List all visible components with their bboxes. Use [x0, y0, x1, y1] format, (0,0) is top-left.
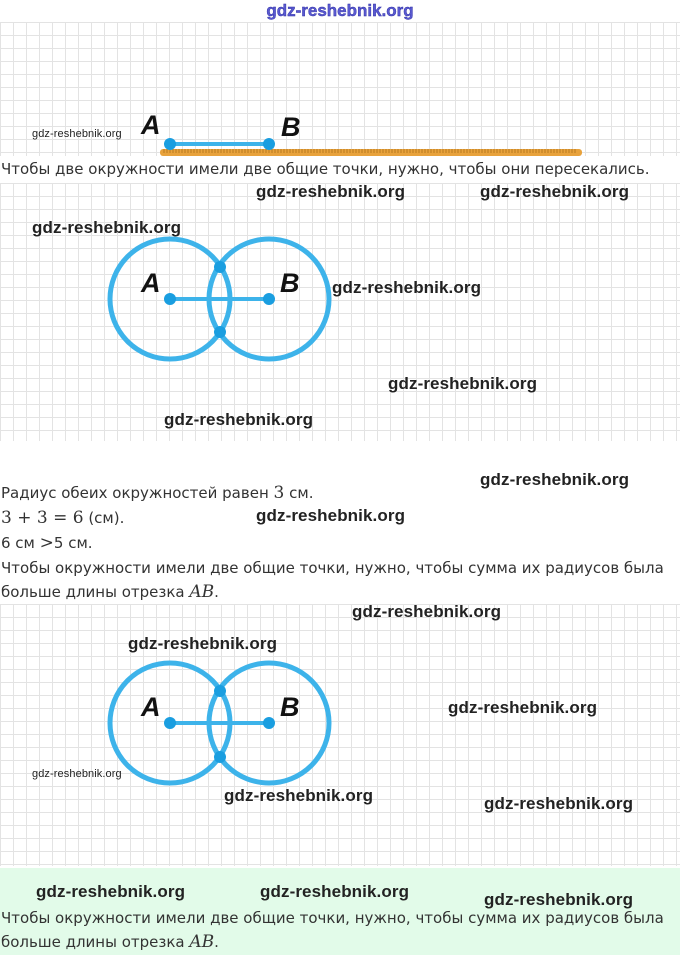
- radius-value: 3: [273, 483, 285, 503]
- compare-right: 5 см.: [53, 534, 93, 552]
- answer-text: больше длины отрезка: [1, 933, 190, 951]
- watermark: gdz-reshebnik.org: [32, 128, 122, 140]
- sum-expression: 3 + 3 = 6: [1, 508, 84, 528]
- paragraph-intersect: Чтобы две окружности имели две общие точки, нужно, чтобы они пересекались.: [1, 160, 650, 178]
- sum-line: [1, 508, 124, 528]
- label-a: A: [141, 110, 161, 140]
- compare-sign: >: [39, 533, 54, 553]
- watermark: gdz-reshebnik.org: [352, 602, 502, 621]
- intersection-top: [214, 685, 226, 697]
- watermark: gdz-reshebnik.org: [32, 218, 182, 237]
- watermark: gdz-reshebnik.org: [388, 374, 538, 393]
- header-watermark[interactable]: gdz-reshebnik.org: [266, 1, 414, 20]
- label-b: B: [281, 112, 301, 142]
- label-b: B: [280, 268, 300, 298]
- compare-line: [1, 533, 93, 553]
- watermark: gdz-reshebnik.org: [256, 506, 406, 525]
- point-a: [164, 138, 176, 150]
- radius-line: [1, 483, 313, 503]
- watermark: gdz-reshebnik.org: [256, 182, 406, 201]
- conclusion-line-2: больше длины отрезка AB.: [1, 582, 219, 602]
- watermark: gdz-reshebnik.org: [480, 182, 630, 201]
- watermark: gdz-reshebnik.org: [480, 470, 630, 489]
- point-a: [164, 293, 176, 305]
- conclusion-line-1: Чтобы окружности имели две общие точки, нужно, чтобы сумма их радиусов была: [1, 559, 664, 577]
- intersection-bottom: [214, 326, 226, 338]
- intersection-top: [214, 261, 226, 273]
- watermark: gdz-reshebnik.org: [36, 882, 186, 901]
- point-a: [164, 717, 176, 729]
- watermark: gdz-reshebnik.org: [260, 882, 410, 901]
- segment-name: AB: [189, 582, 215, 602]
- answer-segment: AB: [189, 932, 215, 952]
- point-b: [263, 138, 275, 150]
- figure-circles-1: [0, 232, 680, 372]
- label-a: A: [141, 268, 161, 298]
- watermark: gdz-reshebnik.org: [448, 698, 598, 717]
- compare-left: 6 см: [1, 534, 40, 552]
- answer-line-1: Чтобы окружности имели две общие точки, нужно, чтобы сумма их радиусов была: [1, 909, 664, 927]
- watermark: gdz-reshebnik.org: [224, 786, 374, 805]
- radius-unit: см.: [284, 484, 314, 502]
- answer-line-2: больше длины отрезка AB.: [1, 932, 219, 952]
- label-b: B: [280, 692, 300, 722]
- sum-unit: (см).: [83, 509, 125, 527]
- label-a: A: [141, 692, 161, 722]
- watermark: gdz-reshebnik.org: [32, 768, 122, 780]
- radius-text: Радиус обеих окружностей равен: [1, 484, 274, 502]
- watermark: gdz-reshebnik.org: [128, 634, 278, 653]
- watermark: gdz-reshebnik.org: [164, 410, 314, 429]
- intersection-bottom: [214, 751, 226, 763]
- watermark: gdz-reshebnik.org: [332, 278, 482, 297]
- point-b: [263, 717, 275, 729]
- conclusion-text: больше длины отрезка: [1, 583, 190, 601]
- watermark: gdz-reshebnik.org: [484, 890, 634, 909]
- point-b: [263, 293, 275, 305]
- watermark: gdz-reshebnik.org: [484, 794, 634, 813]
